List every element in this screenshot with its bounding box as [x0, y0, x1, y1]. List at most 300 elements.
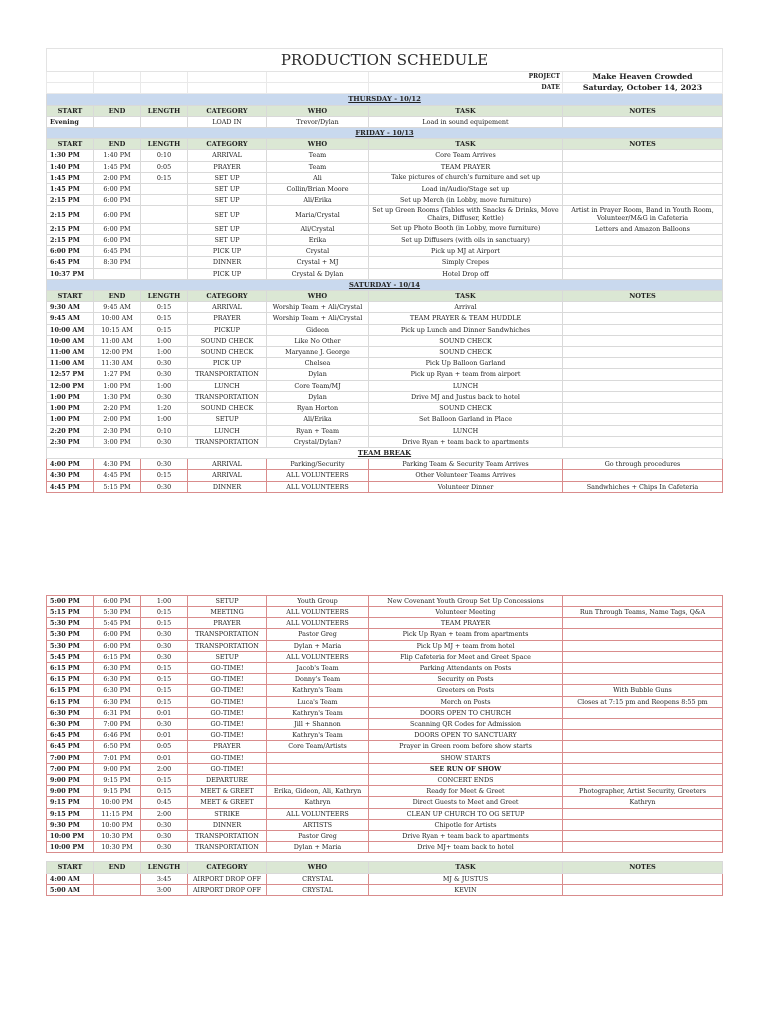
- cell-start: 6:45 PM: [47, 257, 94, 268]
- day-header-friday: FRIDAY - 10/13: [47, 128, 723, 139]
- cell-start: 6:15 PM: [47, 685, 94, 696]
- day-header-thursday-row: [47, 94, 723, 105]
- column-header-end: END: [94, 105, 141, 116]
- column-header-category: CATEGORY: [188, 139, 267, 150]
- cell-length: [141, 116, 188, 127]
- cell-notes: [563, 414, 723, 425]
- cell-task: Greeters on Posts: [369, 685, 563, 696]
- cell-who: Core Team/MJ: [267, 380, 369, 391]
- project-row: [47, 72, 723, 83]
- schedule-row: [47, 470, 723, 481]
- cell-category: SETUP: [188, 414, 267, 425]
- cell-who: Ryan Horton: [267, 403, 369, 414]
- column-header-who: WHO: [267, 105, 369, 116]
- cell-start: 6:45 PM: [47, 730, 94, 741]
- cell-start: 12:57 PM: [47, 369, 94, 380]
- cell-notes: Run Through Teams, Name Tags, Q&A: [563, 606, 723, 617]
- cell-notes: [563, 425, 723, 436]
- cell-end: 11:00 AM: [94, 335, 141, 346]
- cell-category: AIRPORT DROP OFF: [188, 873, 267, 884]
- cell-length: 1:00: [141, 335, 188, 346]
- cell-task: LUNCH: [369, 425, 563, 436]
- cell-start: 9:30 AM: [47, 302, 94, 313]
- schedule-table: [46, 48, 723, 896]
- cell-end: 10:00 PM: [94, 819, 141, 830]
- schedule-row: [47, 324, 723, 335]
- cell-task: SOUND CHECK: [369, 347, 563, 358]
- cell-category: SOUND CHECK: [188, 403, 267, 414]
- project-label: PROJECT: [369, 72, 563, 83]
- cell-task: Drive MJ and Justus back to hotel: [369, 391, 563, 402]
- cell-end: 3:00 PM: [94, 436, 141, 447]
- schedule-row: [47, 195, 723, 206]
- cell-category: DINNER: [188, 481, 267, 492]
- cell-length: 2:00: [141, 763, 188, 774]
- cell-length: 1:00: [141, 595, 188, 606]
- cell-start: 4:00 PM: [47, 459, 94, 470]
- cell-start: 12:00 PM: [47, 380, 94, 391]
- cell-end: 6:30 PM: [94, 662, 141, 673]
- cell-who: [267, 774, 369, 785]
- cell-task: SEE RUN OF SHOW: [369, 763, 563, 774]
- schedule-row: [47, 606, 723, 617]
- cell-notes: [563, 184, 723, 195]
- cell-who: Crystal + MJ: [267, 257, 369, 268]
- cell-task: Drive MJ+ team back to hotel: [369, 842, 563, 853]
- cell-end: 6:00 PM: [94, 223, 141, 234]
- production-schedule-sheet: [46, 48, 722, 896]
- schedule-row: [47, 358, 723, 369]
- cell-task: Other Volunteer Teams Arrives: [369, 470, 563, 481]
- cell-notes: [563, 707, 723, 718]
- schedule-row: [47, 629, 723, 640]
- cell-who: Ali/Crystal: [267, 223, 369, 234]
- cell-category: LOAD IN: [188, 116, 267, 127]
- cell-who: [267, 752, 369, 763]
- cell-category: ARRIVAL: [188, 150, 267, 161]
- cell-start: 5:00 AM: [47, 884, 94, 895]
- cell-start: 1:45 PM: [47, 184, 94, 195]
- cell-end: 9:45 AM: [94, 302, 141, 313]
- cell-notes: [563, 808, 723, 819]
- cell-end: 5:45 PM: [94, 618, 141, 629]
- schedule-row: [47, 268, 723, 279]
- cell-end: 4:30 PM: [94, 459, 141, 470]
- cell-who: Donny's Team: [267, 674, 369, 685]
- cell-notes: Sandwhiches + Chips In Cafeteria: [563, 481, 723, 492]
- cell-notes: Photographer, Artist Security, Greeters: [563, 786, 723, 797]
- cell-category: MEET & GREET: [188, 786, 267, 797]
- cell-who: Team: [267, 150, 369, 161]
- cell-length: 0:05: [141, 161, 188, 172]
- cell-length: 2:00: [141, 808, 188, 819]
- cell-category: TRANSPORTATION: [188, 842, 267, 853]
- cell-task: KEVIN: [369, 884, 563, 895]
- cell-notes: Closes at 7:15 pm and Reopens 8:55 pm: [563, 696, 723, 707]
- cell-end: 6:31 PM: [94, 707, 141, 718]
- cell-notes: [563, 358, 723, 369]
- cell-who: [267, 763, 369, 774]
- cell-task: TEAM PRAYER: [369, 618, 563, 629]
- cell-start: 1:00 PM: [47, 391, 94, 402]
- cell-notes: [563, 819, 723, 830]
- cell-who: Core Team/Artists: [267, 741, 369, 752]
- cell-who: Like No Other: [267, 335, 369, 346]
- column-header-length: LENGTH: [141, 105, 188, 116]
- cell-start: 9:45 AM: [47, 313, 94, 324]
- cell-category: DINNER: [188, 257, 267, 268]
- cell-category: LUNCH: [188, 380, 267, 391]
- cell-task: Set up Photo Booth (in Lobby, move furniture): [369, 223, 563, 234]
- schedule-row: [47, 640, 723, 651]
- cell-end: 9:00 PM: [94, 763, 141, 774]
- cell-category: SET UP: [188, 235, 267, 246]
- cell-start: 10:37 PM: [47, 268, 94, 279]
- cell-length: 0:30: [141, 436, 188, 447]
- cell-length: 0:30: [141, 481, 188, 492]
- cell-length: 0:15: [141, 324, 188, 335]
- cell-notes: Go through procedures: [563, 459, 723, 470]
- cell-category: PRAYER: [188, 313, 267, 324]
- cell-task: Scanning QR Codes for Admission: [369, 718, 563, 729]
- cell-length: 0:10: [141, 425, 188, 436]
- cell-start: 4:30 PM: [47, 470, 94, 481]
- cell-who: Crystal: [267, 246, 369, 257]
- column-header-end: END: [94, 862, 141, 873]
- cell-end: 6:30 PM: [94, 674, 141, 685]
- cell-category: PICK UP: [188, 268, 267, 279]
- cell-who: Kathryn's Team: [267, 707, 369, 718]
- cell-who: Dylan: [267, 391, 369, 402]
- cell-length: 1:00: [141, 347, 188, 358]
- cell-length: 0:30: [141, 842, 188, 853]
- cell-notes: [563, 651, 723, 662]
- cell-category: ARRIVAL: [188, 459, 267, 470]
- cell-category: GO-TIME!: [188, 696, 267, 707]
- schedule-row: [47, 763, 723, 774]
- cell-start: 2:15 PM: [47, 235, 94, 246]
- schedule-row: [47, 206, 723, 223]
- column-header-length: LENGTH: [141, 862, 188, 873]
- cell-length: 0:05: [141, 741, 188, 752]
- cell-end: 6:30 PM: [94, 696, 141, 707]
- cell-start: 9:15 PM: [47, 808, 94, 819]
- cell-who: Jacob's Team: [267, 662, 369, 673]
- column-header-row: [47, 105, 723, 116]
- column-header-notes: NOTES: [563, 105, 723, 116]
- cell-start: 2:15 PM: [47, 195, 94, 206]
- schedule-row: [47, 414, 723, 425]
- cell-who: Kathryn's Team: [267, 685, 369, 696]
- cell-category: TRANSPORTATION: [188, 369, 267, 380]
- cell-category: DEPARTURE: [188, 774, 267, 785]
- cell-start: 6:30 PM: [47, 718, 94, 729]
- cell-end: 10:00 PM: [94, 797, 141, 808]
- cell-start: 6:15 PM: [47, 662, 94, 673]
- cell-length: 0:30: [141, 358, 188, 369]
- column-header-start: START: [47, 105, 94, 116]
- cell-end: [94, 268, 141, 279]
- cell-notes: [563, 347, 723, 358]
- cell-length: 0:15: [141, 172, 188, 183]
- schedule-row: [47, 246, 723, 257]
- cell-who: ARTISTS: [267, 819, 369, 830]
- cell-length: 0:30: [141, 629, 188, 640]
- cell-start: 6:15 PM: [47, 674, 94, 685]
- cell-notes: [563, 873, 723, 884]
- cell-who: Maryanne J. George: [267, 347, 369, 358]
- cell-task: Direct Guests to Meet and Greet: [369, 797, 563, 808]
- cell-length: 0:15: [141, 786, 188, 797]
- cell-notes: [563, 752, 723, 763]
- page-title: PRODUCTION SCHEDULE: [47, 49, 723, 72]
- cell-category: SET UP: [188, 223, 267, 234]
- cell-category: TRANSPORTATION: [188, 391, 267, 402]
- cell-length: 0:30: [141, 369, 188, 380]
- cell-task: Parking Team & Security Team Arrives: [369, 459, 563, 470]
- cell-end: 9:15 PM: [94, 786, 141, 797]
- cell-task: Load in sound equipement: [369, 116, 563, 127]
- column-header-start: START: [47, 291, 94, 302]
- day-header-saturday: SATURDAY - 10/14: [47, 279, 723, 290]
- cell-who: CRYSTAL: [267, 873, 369, 884]
- cell-category: SETUP: [188, 651, 267, 662]
- cell-start: 6:15 PM: [47, 696, 94, 707]
- cell-length: 0:15: [141, 313, 188, 324]
- schedule-row: [47, 884, 723, 895]
- cell-end: 1:30 PM: [94, 391, 141, 402]
- cell-category: TRANSPORTATION: [188, 436, 267, 447]
- column-header-category: CATEGORY: [188, 291, 267, 302]
- cell-end: 6:45 PM: [94, 246, 141, 257]
- cell-category: PRAYER: [188, 161, 267, 172]
- cell-who: CRYSTAL: [267, 884, 369, 895]
- cell-notes: [563, 369, 723, 380]
- cell-notes: [563, 195, 723, 206]
- cell-category: SOUND CHECK: [188, 347, 267, 358]
- cell-end: 1:00 PM: [94, 380, 141, 391]
- cell-length: [141, 235, 188, 246]
- cell-end: 10:15 AM: [94, 324, 141, 335]
- schedule-row: [47, 403, 723, 414]
- cell-category: MEET & GREET: [188, 797, 267, 808]
- cell-length: 0:15: [141, 774, 188, 785]
- cell-end: 2:00 PM: [94, 172, 141, 183]
- cell-end: 6:00 PM: [94, 184, 141, 195]
- cell-notes: [563, 161, 723, 172]
- column-header-row: [47, 139, 723, 150]
- cell-length: 0:01: [141, 752, 188, 763]
- cell-start: 6:30 PM: [47, 707, 94, 718]
- cell-start: 7:00 PM: [47, 763, 94, 774]
- cell-start: 4:00 AM: [47, 873, 94, 884]
- cell-who: Kathryn: [267, 797, 369, 808]
- cell-start: Evening: [47, 116, 94, 127]
- cell-category: GO-TIME!: [188, 752, 267, 763]
- schedule-row: [47, 685, 723, 696]
- cell-start: 9:00 PM: [47, 774, 94, 785]
- schedule-row: [47, 161, 723, 172]
- cell-length: 0:30: [141, 640, 188, 651]
- column-header-end: END: [94, 291, 141, 302]
- schedule-row: [47, 391, 723, 402]
- column-header-task: TASK: [369, 291, 563, 302]
- cell-who: Erika: [267, 235, 369, 246]
- cell-notes: [563, 741, 723, 752]
- cell-who: Worship Team + Ali/Crystal: [267, 302, 369, 313]
- cell-length: 0:30: [141, 819, 188, 830]
- cell-task: TEAM PRAYER: [369, 161, 563, 172]
- cell-notes: [563, 403, 723, 414]
- cell-task: Parking Attendants on Posts: [369, 662, 563, 673]
- cell-end: 1:27 PM: [94, 369, 141, 380]
- cell-end: 12:00 PM: [94, 347, 141, 358]
- project-value: Make Heaven Crowded: [563, 72, 723, 83]
- cell-length: 0:15: [141, 696, 188, 707]
- cell-end: 8:30 PM: [94, 257, 141, 268]
- cell-category: GO-TIME!: [188, 718, 267, 729]
- cell-notes: Artist in Prayer Room, Band in Youth Room, Volunteer/M&G in Cafeteria: [563, 206, 723, 223]
- cell-who: ALL VOLUNTEERS: [267, 470, 369, 481]
- column-header-length: LENGTH: [141, 291, 188, 302]
- schedule-row: [47, 774, 723, 785]
- cell-category: GO-TIME!: [188, 763, 267, 774]
- cell-end: 6:00 PM: [94, 629, 141, 640]
- cell-task: Prayer in Green room before show starts: [369, 741, 563, 752]
- cell-category: AIRPORT DROP OFF: [188, 884, 267, 895]
- cell-task: Chipotle for Artists: [369, 819, 563, 830]
- cell-who: Erika, Gideon, Ali, Kathryn: [267, 786, 369, 797]
- cell-notes: Letters and Amazon Balloons: [563, 223, 723, 234]
- column-header-task: TASK: [369, 862, 563, 873]
- cell-notes: [563, 730, 723, 741]
- cell-task: SOUND CHECK: [369, 335, 563, 346]
- cell-start: 5:30 PM: [47, 640, 94, 651]
- cell-category: GO-TIME!: [188, 707, 267, 718]
- cell-length: 0:15: [141, 606, 188, 617]
- cell-start: 5:30 PM: [47, 629, 94, 640]
- cell-length: 0:15: [141, 674, 188, 685]
- cell-task: Volunteer Dinner: [369, 481, 563, 492]
- cell-notes: [563, 235, 723, 246]
- cell-notes: [563, 842, 723, 853]
- column-header-row: [47, 862, 723, 873]
- cell-length: 3:00: [141, 884, 188, 895]
- cell-notes: [563, 884, 723, 895]
- cell-start: 9:00 PM: [47, 786, 94, 797]
- cell-length: 0:30: [141, 718, 188, 729]
- cell-length: [141, 206, 188, 223]
- cell-who: Maria/Crystal: [267, 206, 369, 223]
- cell-task: CONCERT ENDS: [369, 774, 563, 785]
- cell-notes: [563, 618, 723, 629]
- cell-who: Dylan: [267, 369, 369, 380]
- cell-who: ALL VOLUNTEERS: [267, 651, 369, 662]
- cell-category: GO-TIME!: [188, 685, 267, 696]
- cell-task: Set up Diffusers (with oils in sanctuary): [369, 235, 563, 246]
- schedule-row: [47, 595, 723, 606]
- cell-category: LUNCH: [188, 425, 267, 436]
- cell-end: 9:15 PM: [94, 774, 141, 785]
- cell-task: DOORS OPEN TO SANCTUARY: [369, 730, 563, 741]
- cell-length: 0:15: [141, 302, 188, 313]
- cell-task: Merch on Posts: [369, 696, 563, 707]
- schedule-row: [47, 873, 723, 884]
- schedule-row: [47, 436, 723, 447]
- cell-start: 9:15 PM: [47, 797, 94, 808]
- cell-length: 0:01: [141, 730, 188, 741]
- cell-length: 0:15: [141, 618, 188, 629]
- column-header-notes: NOTES: [563, 291, 723, 302]
- cell-end: 11:30 AM: [94, 358, 141, 369]
- schedule-row: [47, 819, 723, 830]
- day-header-friday-row: [47, 128, 723, 139]
- cell-category: SET UP: [188, 195, 267, 206]
- cell-task: MJ & JUSTUS: [369, 873, 563, 884]
- cell-end: 6:00 PM: [94, 235, 141, 246]
- schedule-row: [47, 651, 723, 662]
- cell-notes: [563, 380, 723, 391]
- cell-who: Crystal & Dylan: [267, 268, 369, 279]
- cell-category: STRIKE: [188, 808, 267, 819]
- cell-notes: [563, 830, 723, 841]
- cell-task: Simply Crepes: [369, 257, 563, 268]
- cell-task: Hotel Drop off: [369, 268, 563, 279]
- cell-task: TEAM PRAYER & TEAM HUDDLE: [369, 313, 563, 324]
- schedule-row: [47, 808, 723, 819]
- cell-category: SET UP: [188, 172, 267, 183]
- cell-length: [141, 223, 188, 234]
- cell-category: SET UP: [188, 206, 267, 223]
- cell-who: ALL VOLUNTEERS: [267, 481, 369, 492]
- cell-notes: [563, 629, 723, 640]
- cell-start: 10:00 PM: [47, 842, 94, 853]
- column-header-category: CATEGORY: [188, 862, 267, 873]
- cell-start: 5:45 PM: [47, 651, 94, 662]
- cell-category: ARRIVAL: [188, 470, 267, 481]
- column-header-who: WHO: [267, 291, 369, 302]
- cell-category: ARRIVAL: [188, 302, 267, 313]
- cell-notes: [563, 257, 723, 268]
- cell-who: Collin/Brian Moore: [267, 184, 369, 195]
- cell-who: Dylan + Maria: [267, 842, 369, 853]
- cell-notes: [563, 595, 723, 606]
- cell-start: 1:45 PM: [47, 172, 94, 183]
- cell-who: Worship Team + Ali/Crystal: [267, 313, 369, 324]
- cell-length: [141, 268, 188, 279]
- cell-who: Team: [267, 161, 369, 172]
- cell-notes: [563, 172, 723, 183]
- cell-who: Trevor/Dylan: [267, 116, 369, 127]
- schedule-row: [47, 741, 723, 752]
- cell-end: 2:30 PM: [94, 425, 141, 436]
- title-row: [47, 49, 723, 72]
- cell-notes: [563, 763, 723, 774]
- cell-length: 0:01: [141, 707, 188, 718]
- cell-category: GO-TIME!: [188, 730, 267, 741]
- cell-start: 6:45 PM: [47, 741, 94, 752]
- schedule-row: [47, 335, 723, 346]
- cell-end: [94, 884, 141, 895]
- cell-length: 0:15: [141, 685, 188, 696]
- cell-category: MEETING: [188, 606, 267, 617]
- cell-length: 3:45: [141, 873, 188, 884]
- cell-notes: [563, 302, 723, 313]
- cell-task: Pick up MJ at Airport: [369, 246, 563, 257]
- cell-end: 4:45 PM: [94, 470, 141, 481]
- cell-task: New Covenant Youth Group Set Up Concessions: [369, 595, 563, 606]
- date-value: Saturday, October 14, 2023: [563, 83, 723, 94]
